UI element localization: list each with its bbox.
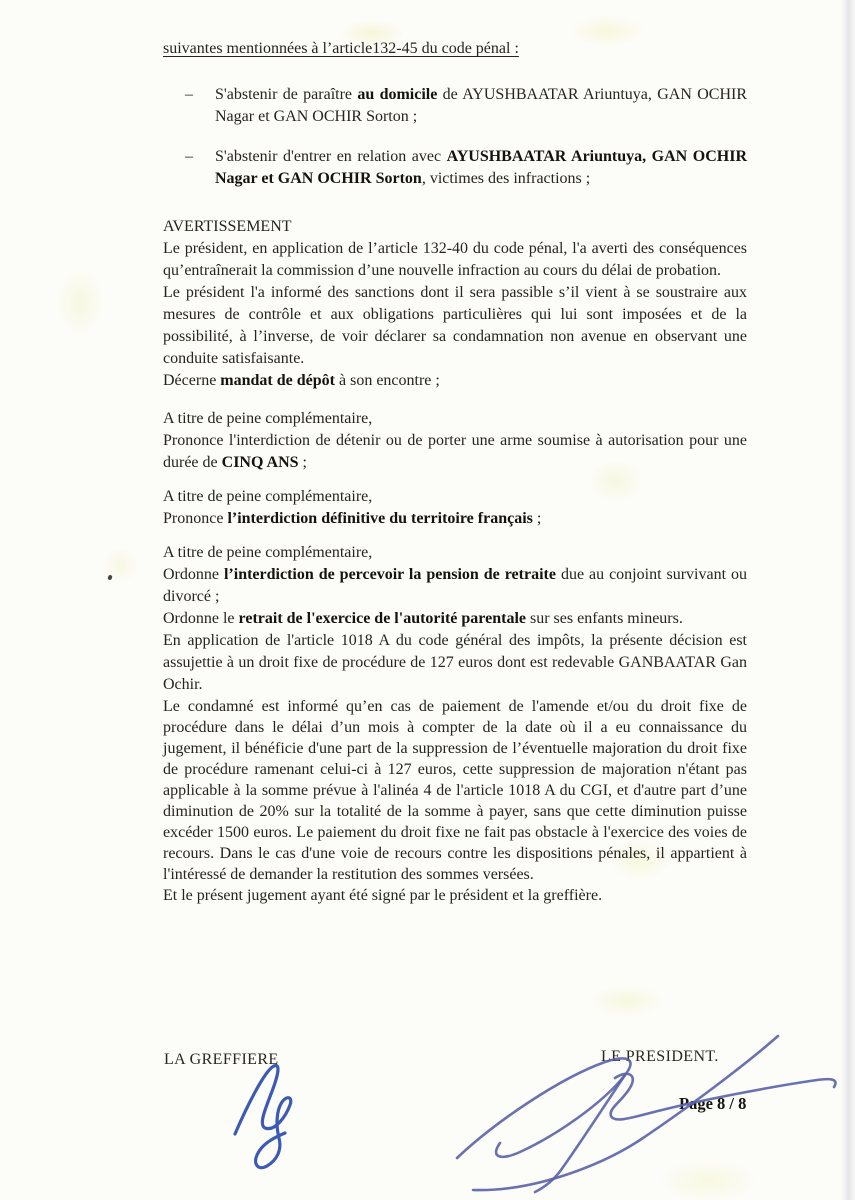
- autorite-parentale-line: Ordonne le retrait de l'exercice de l'autorité parentale sur ses enfants mineurs.: [163, 610, 683, 627]
- avertissement-section: [163, 216, 747, 282]
- peine-intro: A titre de peine complémentaire,: [163, 410, 373, 427]
- peine-intro: A titre de peine complémentaire,: [163, 488, 373, 505]
- peine-body: Ordonne l’interdiction de percevoir la pension de retraite due au conjoint survivant ou divorcé ;: [163, 566, 748, 605]
- scan-edge-shadow: [841, 0, 855, 1200]
- section-heading: suivantes mentionnées à l’article132-45 du code pénal :: [163, 40, 519, 57]
- obligation-text: S'abstenir de paraître au domicile de AYUSHBAATAR Ariuntuya, GAN OCHIR Nagar et GAN OCHIR Sorton ;: [215, 86, 748, 125]
- peine-intro: A titre de peine complémentaire,: [163, 544, 373, 561]
- greffiere-label: LA GREFFIERE: [164, 1051, 279, 1068]
- obligation-item-domicile: [163, 84, 747, 128]
- peine-complementaire-territoire: [163, 486, 747, 530]
- obligation-text: S'abstenir d'entrer en relation avec AYUSHBAATAR Ariuntuya, GAN OCHIR Nagar et GAN OCHIR Sorton, victimes des infractions ;: [215, 148, 748, 187]
- mandat-depot-line: Décerne mandat de dépôt à son encontre ;: [163, 372, 440, 389]
- peine-complementaire-arme: [163, 408, 747, 474]
- greffiere-signature-ink: [213, 1056, 333, 1174]
- paiement-paragraph: Le condamné est informé qu’en cas de paiement de l'amende et/ou du droit fixe de procédure dans le délai d’un mois à compter de la date où il a eu connaissance du jugement, il bénéficie d'une part de la suppression de l’éventuelle majoration du droit fixe de procédure ramenant celui-ci à 127 euros, cette suppression de majoration n'étant pas applicable à la somme prévue à l'alinéa 4 de l'article 1018 A du CGI, et d'autre part d’une diminution de 20% sur la totalité de la somme à payer, sans que cette diminution puisse excéder 1500 euros. Le paiement du droit fixe ne fait pas obstacle à l'exercice des voies de recours. Dans le cas d'une voie de recours contre les dispositions pénales, il appartient à l'intéressé de demander la restitution des sommes versées.: [163, 698, 747, 883]
- peine-complementaire-pension: [163, 542, 747, 608]
- scan-speck: [107, 575, 112, 581]
- page-number: Page 8 / 8: [679, 1094, 747, 1113]
- bullet-dash: –: [185, 148, 193, 165]
- avertissement-title: AVERTISSEMENT: [163, 218, 292, 235]
- obligation-item-relation: [163, 146, 747, 190]
- bullet-dash: –: [185, 86, 193, 103]
- avertissement-paragraph-1: Le président, en application de l’article 132-40 du code pénal, l'a averti des conséquences qu’entraînerait la commission d’une nouvelle infraction au cours du délai de probation.: [163, 240, 747, 279]
- avertissement-paragraph-2: Le président l'a informé des sanctions dont il sera passible s’il vient à se soustraire aux mesures de contrôle et aux obligations particulières qui lui sont imposées et de la possibilité, à l’inverse, de voir déclarer sa condamnation non avenue en observant une conduite satisfaisante.: [163, 284, 747, 367]
- peine-body: Prononce l'interdiction de détenir ou de porter une arme soumise à autorisation pour une durée de CINQ ANS ;: [163, 432, 747, 471]
- peine-body: Prononce l’interdiction définitive du territoire français ;: [163, 510, 542, 527]
- president-label: LE PRESIDENT.: [601, 1048, 719, 1065]
- droit-fixe-paragraph: En application de l'article 1018 A du code général des impôts, la présente décision est assujettie à un droit fixe de procédure de 127 euros dont est redevable GANBAATAR Gan Ochir.: [163, 632, 747, 693]
- closing-line: Et le présent jugement ayant été signé par le président et la greffière.: [163, 887, 603, 904]
- president-signature-ink: [445, 1030, 845, 1200]
- document-body: [163, 38, 747, 907]
